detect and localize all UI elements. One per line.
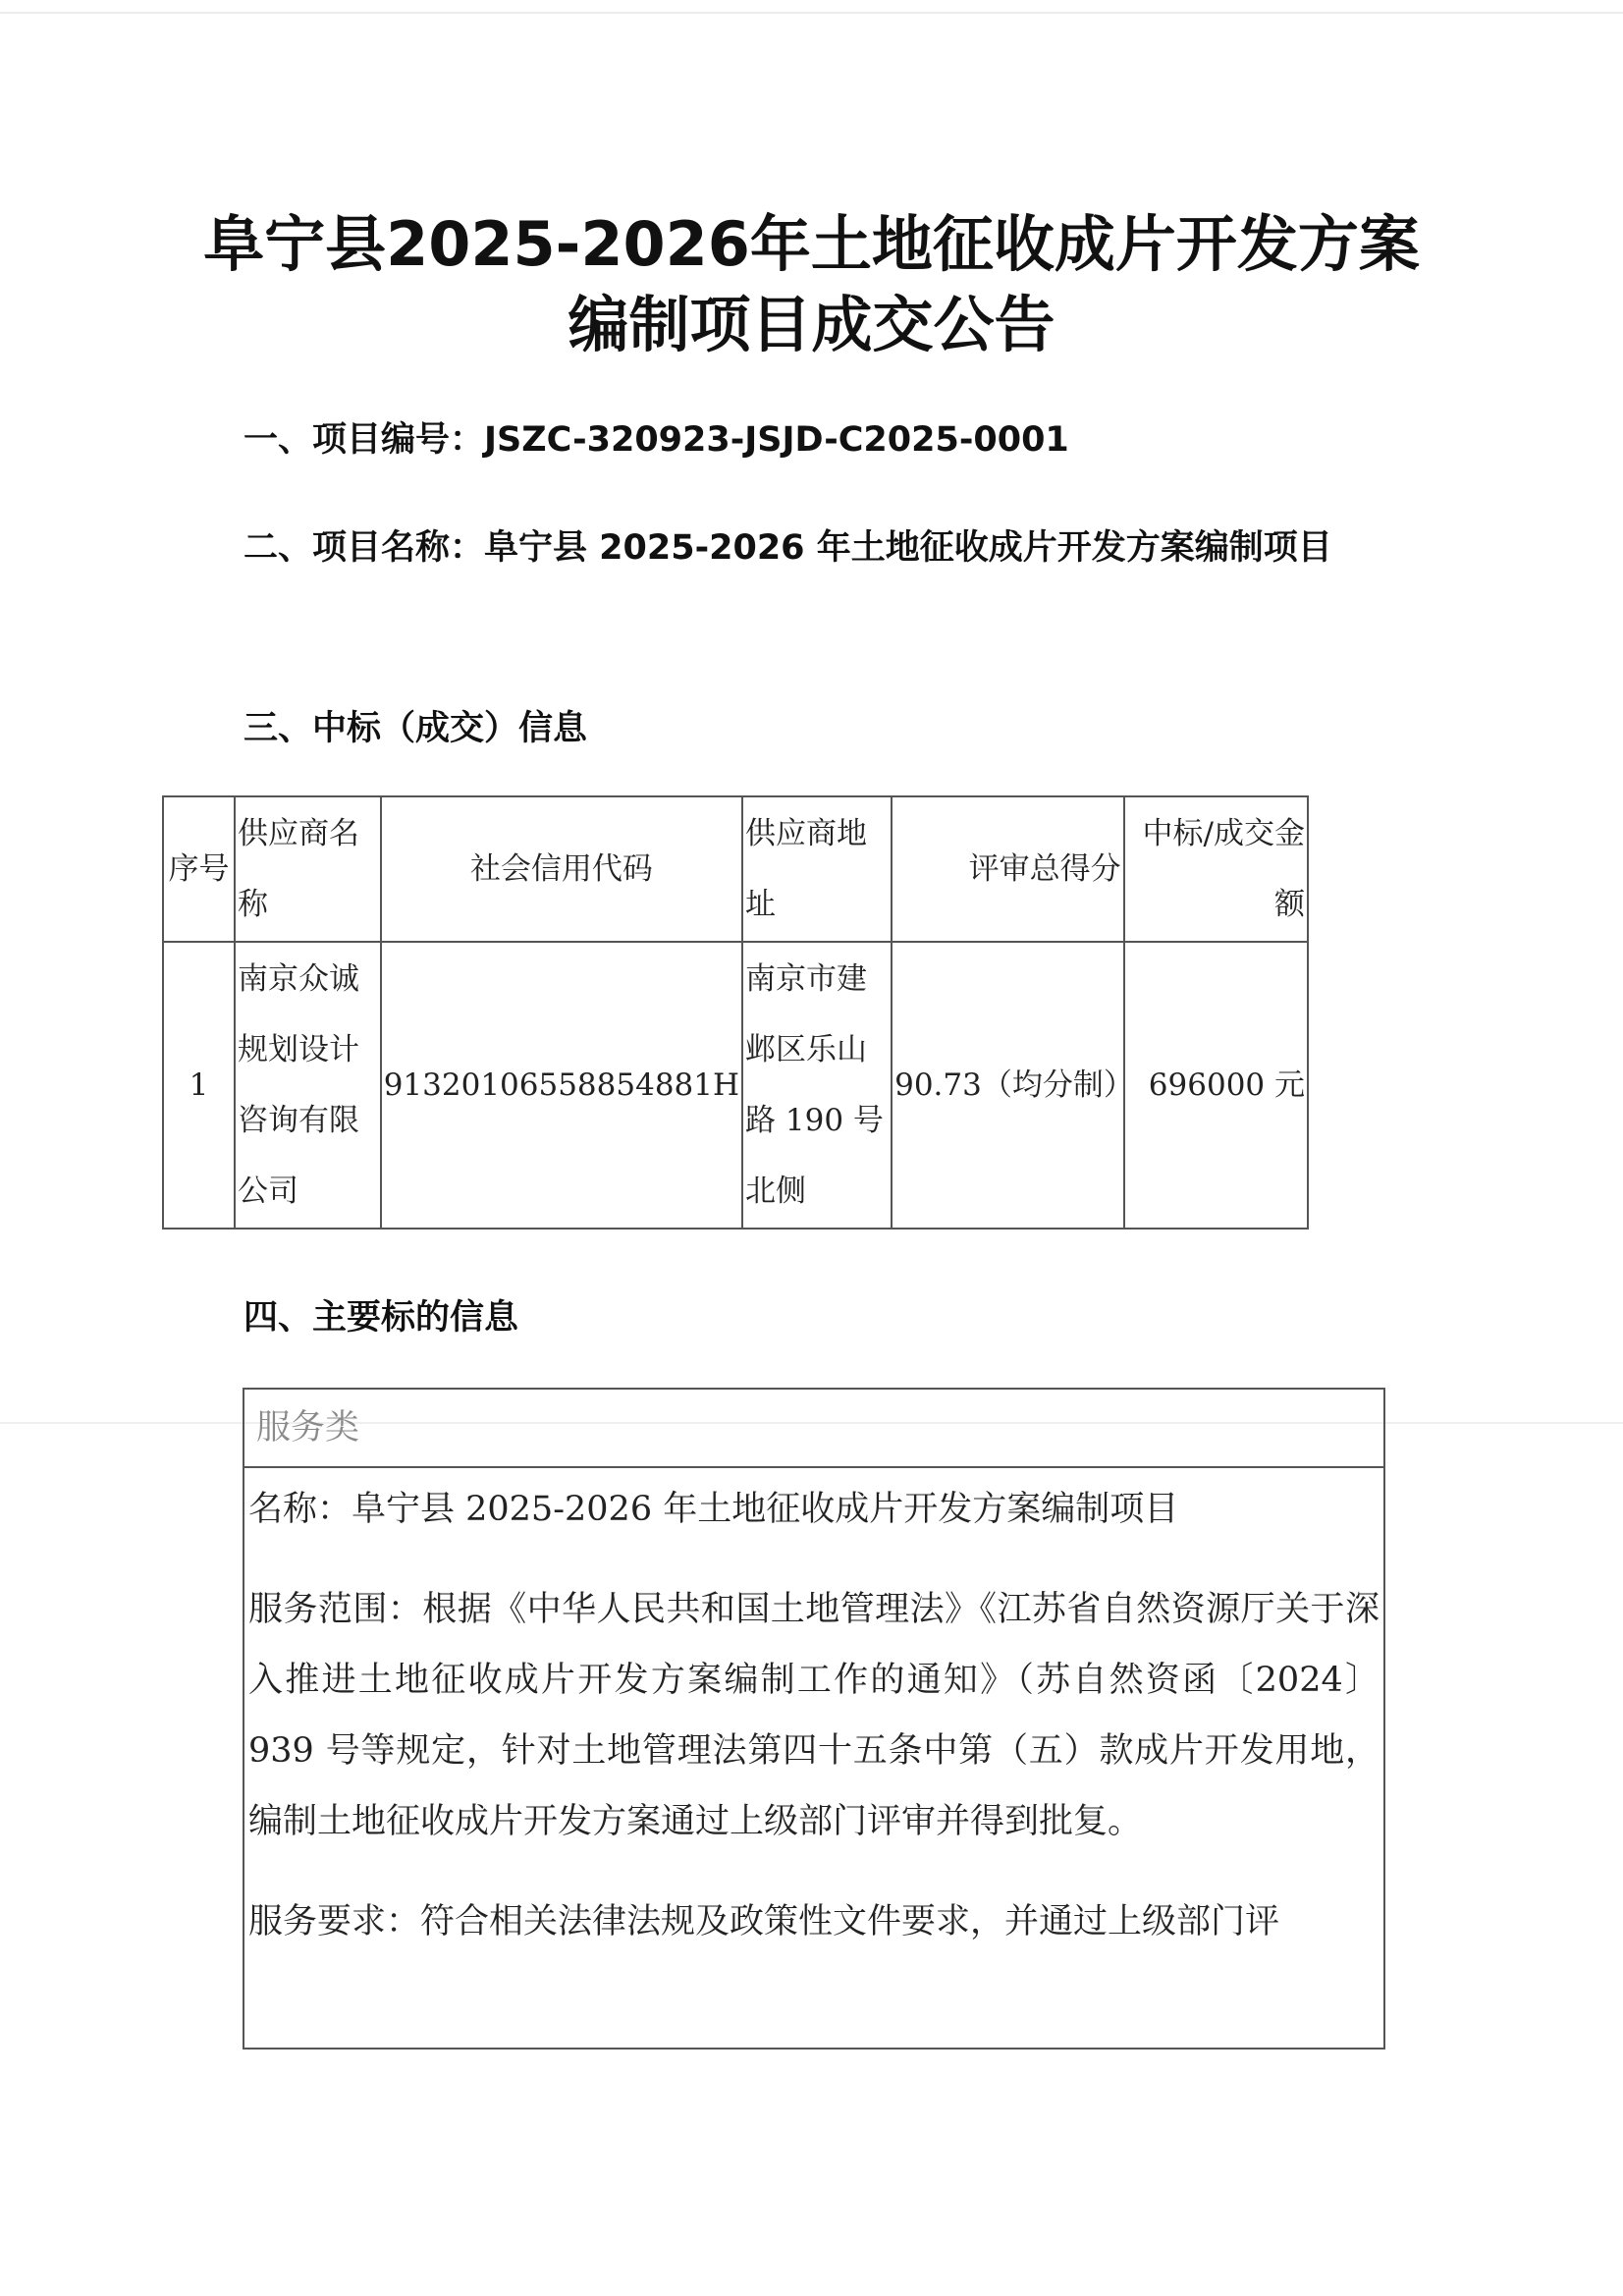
cell-credit-code: 91320106558854881H — [381, 942, 742, 1229]
title-line-1: 阜宁县2025-2026年土地征收成片开发方案 — [203, 208, 1420, 280]
cell-supplier-address: 南京市建邺区乐山路 190 号北侧 — [742, 942, 892, 1229]
header-award-amount: 中标/成交金额 — [1124, 796, 1308, 942]
header-credit-code: 社会信用代码 — [381, 796, 742, 942]
subject-scope: 服务范围：根据《中华人民共和国土地管理法》《江苏省自然资源厅关于深入推进土地征收成片开发方案编制工作的通知》（苏自然资函〔2024〕939 号等规定，针对土地管理法第四十五条中第（五）款成片开发用地，编制土地征收成片开发方案通过上级部门评审并得到批复。 — [248, 1590, 1380, 1841]
table-row — [163, 942, 1308, 1229]
subject-requirement: 服务要求：符合相关法律法规及政策性文件要求，并通过上级部门评 — [248, 1902, 1280, 1941]
header-supplier-name: 供应商名称 — [235, 796, 381, 942]
subject-body — [244, 1468, 1383, 1957]
cell-supplier-name: 南京众诚规划设计咨询有限公司 — [235, 942, 381, 1229]
award-table — [162, 795, 1309, 1230]
cell-award-amount: 696000 元 — [1124, 942, 1308, 1229]
subject-category: 服务类 — [244, 1390, 1383, 1468]
section-project-name: 二、项目名称：阜宁县 2025-2026 年土地征收成片开发方案编制项目 — [243, 528, 1332, 568]
section-subject-info: 四、主要标的信息 — [243, 1298, 519, 1338]
table-header-row — [163, 796, 1308, 942]
scan-edge-line — [0, 12, 1623, 14]
section-project-number: 一、项目编号：JSZC-320923-JSJD-C2025-0001 — [243, 420, 1069, 460]
header-seq: 序号 — [163, 796, 235, 942]
section-award-info: 三、中标（成交）信息 — [243, 709, 588, 748]
subject-name: 名称：阜宁县 2025-2026 年土地征收成片开发方案编制项目 — [248, 1490, 1179, 1529]
header-total-score: 评审总得分 — [892, 796, 1124, 942]
title-line-2: 编制项目成交公告 — [568, 289, 1055, 360]
header-supplier-address: 供应商地址 — [742, 796, 892, 942]
subject-info-box — [243, 1388, 1385, 2050]
document-title — [0, 204, 1623, 365]
cell-total-score: 90.73（均分制） — [892, 942, 1124, 1229]
cell-seq: 1 — [163, 942, 235, 1229]
